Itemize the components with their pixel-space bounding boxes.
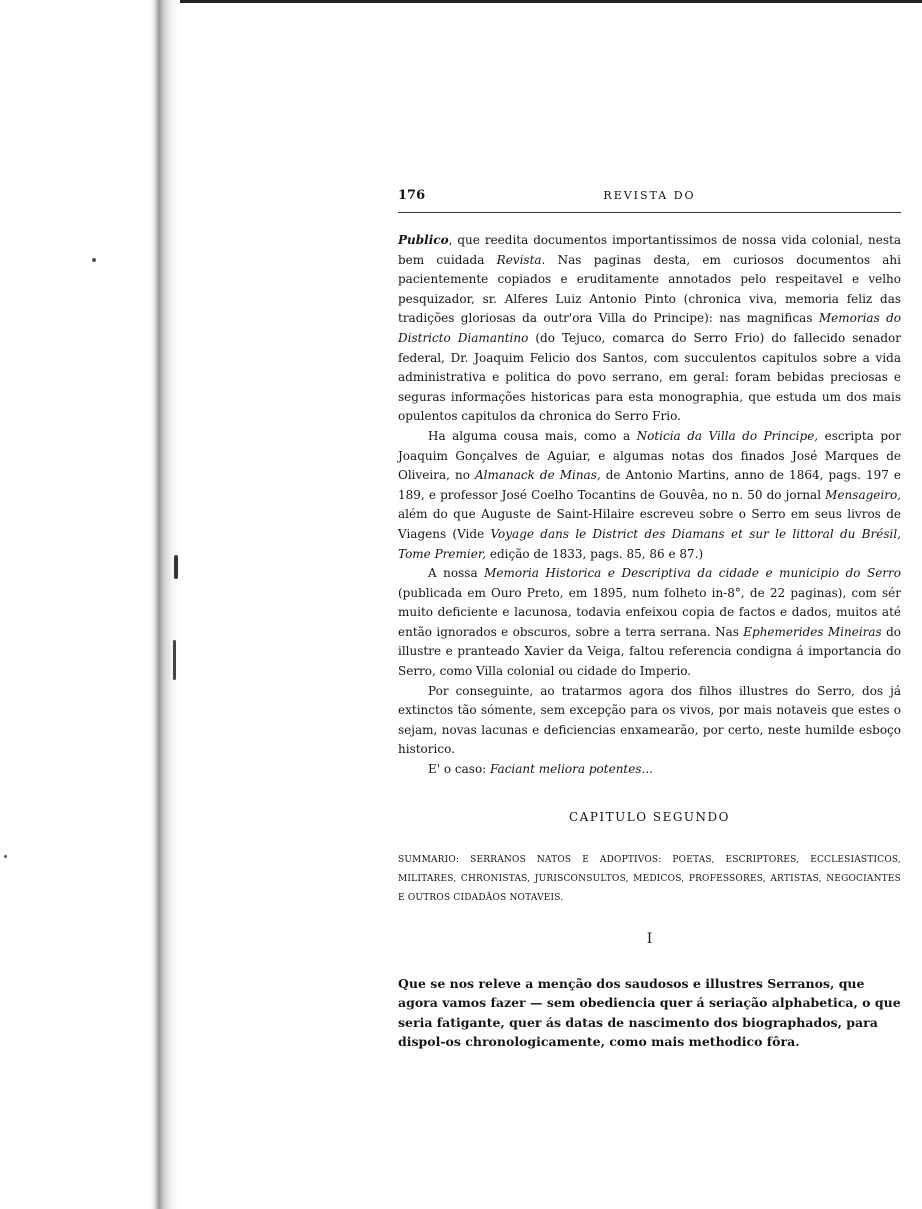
paragraph <box>398 564 901 682</box>
scan-speck <box>4 855 7 858</box>
running-head: REVISTA DO <box>603 189 696 202</box>
chapter-summary: SUMMARIO: SERRANOS NATOS E ADOPTIVOS: POETAS, ESCRIPTORES, ECCLESIASTICOS, MILITARES, CHRONISTAS, JURISCONSULTOS, MEDICOS, PROFESSORES, ARTISTAS, NEGOCIANTES E OUTROS CIDADÃOS NOTAVEIS. <box>398 854 901 903</box>
text-span: Nas paginas desta, em curiosos documentos ahi pacientemente copiados e eruditamente annotados pelo respeitavel e velho pesquizador, sr. Alferes Luiz Antonio Pinto (chronica viva, memoria feliz das tradições gloriosas da outr'ora Villa do Principe): nas magnificas <box>398 252 901 326</box>
text-span: Publico <box>398 233 449 247</box>
scan-binding-shadow <box>150 0 180 1209</box>
text-span: Voyage dans le District des Diamans et sur le littoral du Brésil, Tome Premier, <box>398 526 901 561</box>
text-span: de Antonio Martins, anno de 1864, pags. 197 e 189, e professor José Coelho Tocantins de Gouvêa, no n. 50 do jornal <box>398 468 901 502</box>
text-span: edição de 1833, pags. 85, 86 e 87.) <box>486 546 704 561</box>
body-text <box>398 231 901 780</box>
paragraph <box>398 231 901 427</box>
text-span: (publicada em Ouro Preto, em 1895, num folheto in-8°, de 22 paginas), com sér muito deficiente e lacunosa, todavia enfeixou copia de factos e dados, muitos até então ignorados e obscuros, sobre a terra serrana. Nas <box>398 585 901 639</box>
paragraph <box>398 760 901 780</box>
text-span: Revista. <box>496 252 546 267</box>
text-span: do illustre e pranteado Xavier da Veiga, faltou referencia condigna á importancia do Serro, como Villa colonial ou cidade do Imperio. <box>398 624 901 679</box>
section-numeral: I <box>646 930 653 947</box>
text-span: Memoria Historica e Descriptiva da cidade e municipio do Serro <box>484 566 902 581</box>
text-span: , que reedita documentos importantissimos de nossa vida colonial, nesta bem cuidada <box>398 233 901 267</box>
text-span: Por conseguinte, ao tratarmos agora dos filhos illustres do Serro, dos já extinctos tão sómente, sem excepção para os vivos, por mais notaveis que estes o sejam, novas lacunas e deficiencias enxamearão, por certo, neste humilde esboço historico. <box>398 683 901 757</box>
text-span: Ephemerides Mineiras <box>743 624 882 639</box>
paragraph <box>398 427 901 564</box>
text-span: Ha alguma cousa mais, como a <box>428 428 637 443</box>
text-span: (do Tejuco, comarca do Serro Frio) do fallecido senador federal, Dr. Joaquim Felicio dos Santos, com succulentos capitulos sobre a vida administrativa e politica do povo serrano, em geral: foram bebidas preciosas e seguras informações historicas para esta monographia, que estuda um dos mais opulentos capitulos da chronica do Serro Frio. <box>398 330 901 424</box>
text-span: Faciant meliora potentes... <box>490 762 653 777</box>
header-rule <box>398 212 901 213</box>
section-paragraph: Que se nos releve a menção dos saudosos e illustres Serranos, que agora vamos fazer — sem obediencia quer á seriação alphabetica, o que seria fatigante, quer ás datas de nascimento dos biographados, para dispol-os chronologicamente, como mais methodico fôra. <box>398 975 901 1050</box>
page-number: 176 <box>398 188 426 203</box>
text-span: E' o caso: <box>428 762 491 777</box>
scan-speck <box>174 555 178 579</box>
scan-speck <box>173 640 176 680</box>
paragraph <box>398 682 901 760</box>
text-span: Almanack de Minas, <box>474 468 601 483</box>
book-page <box>398 188 901 1052</box>
scan-top-edge <box>150 0 922 3</box>
scan-speck <box>92 258 96 262</box>
text-span: A nossa <box>428 566 485 581</box>
chapter-title: CAPITULO SEGUNDO <box>568 809 731 824</box>
text-span: Noticia da Villa do Principe, <box>636 428 819 443</box>
text-span: além do que Auguste de Saint-Hilaire escreveu sobre o Serro em seus livros de Viagens (Vide <box>398 507 901 541</box>
text-span: Memorias do Districto Diamantino <box>398 311 901 345</box>
text-span: escripta por Joaquim Gonçalves de Aguiar, e algumas notas dos finados José Marques de Oliveira, no <box>398 428 901 483</box>
page-header <box>398 188 901 208</box>
text-span: Mensageiro, <box>825 487 901 502</box>
